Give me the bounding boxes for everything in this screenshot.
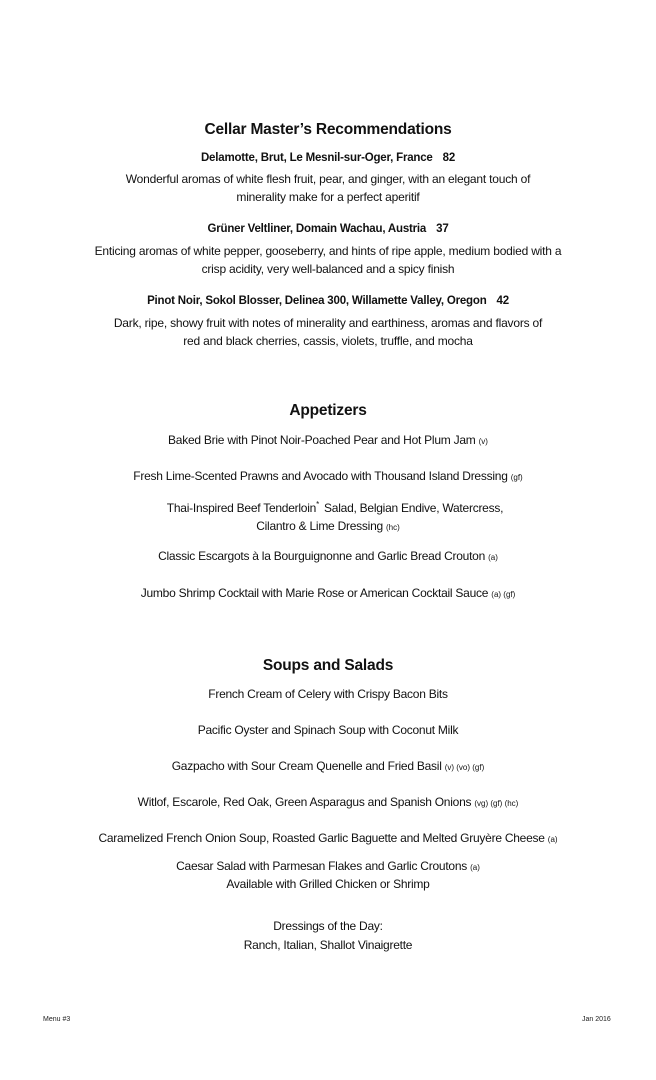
- menu-item: Gazpacho with Sour Cream Quenelle and Fried Basil (v) (vo) (gf): [171, 759, 485, 773]
- wine-name-pinot-noir: [0, 295, 656, 307]
- menu-item: French Cream of Celery with Crispy Bacon Bits: [208, 687, 448, 701]
- soups-section-title: Soups and Salads: [262, 657, 394, 674]
- menu-item: Caesar Salad with Parmesan Flakes and Garlic Croutons (a): [176, 859, 480, 873]
- menu-item: Witlof, Escarole, Red Oak, Green Asparagus and Spanish Onions (vg) (gf) (hc): [137, 795, 519, 809]
- menu-item: Classic Escargots à la Bourguignonne and Garlic Bread Crouton (a): [158, 549, 498, 563]
- menu-item: Fresh Lime-Scented Prawns and Avocado with Thousand Island Dressing (gf): [133, 469, 523, 483]
- dietary-tag: (v) (vo) (gf): [444, 763, 485, 772]
- dietary-tag: (a): [488, 553, 498, 562]
- wine-name-text: Grüner Veltliner, Domain Wachau, Austria: [207, 223, 427, 235]
- dietary-tag: (a): [470, 863, 480, 872]
- menu-item: Thai-Inspired Beef Tenderloin* Salad, Belgian Endive, Watercress,: [166, 500, 504, 515]
- dietary-tag: (hc): [386, 523, 400, 532]
- dietary-tag: (a) (gf): [491, 590, 516, 599]
- menu-item-continued: Available with Grilled Chicken or Shrimp: [226, 877, 430, 891]
- wine-description-line: Dark, ripe, showy fruit with notes of minerality and earthiness, aromas and flavors of: [113, 316, 543, 330]
- wine-description-line: Enticing aromas of white pepper, gooseberry, and hints of ripe apple, medium bodied with a: [94, 244, 562, 258]
- wine-description-line: red and black cherries, cassis, violets, truffle, and mocha: [183, 334, 473, 348]
- dietary-tag: (v): [478, 437, 488, 446]
- wine-price: 42: [496, 295, 509, 307]
- dietary-tag: (vg) (gf) (hc): [474, 799, 519, 808]
- wine-description-line: crisp acidity, very well-balanced and a spicy finish: [201, 262, 455, 276]
- wine-name-text: Pinot Noir, Sokol Blosser, Delinea 300, Willamette Valley, Oregon: [147, 295, 487, 307]
- asterisk-note: *: [316, 500, 319, 509]
- wine-name-delamotte: [0, 152, 656, 164]
- wine-price: 82: [442, 152, 456, 164]
- dietary-tag: (a): [547, 835, 558, 844]
- dressings-list: Ranch, Italian, Shallot Vinaigrette: [243, 938, 413, 952]
- menu-item: Baked Brie with Pinot Noir-Poached Pear and Hot Plum Jam (v): [168, 433, 488, 447]
- footer-menu-number: Menu #3: [43, 1016, 71, 1023]
- wine-name-text: Delamotte, Brut, Le Mesnil-sur-Oger, France: [200, 152, 433, 164]
- wine-name-gruner: [0, 223, 656, 235]
- dressings-label: Dressings of the Day:: [273, 919, 383, 933]
- menu-item: Caramelized French Onion Soup, Roasted Garlic Baguette and Melted Gruyère Cheese (a): [98, 831, 558, 845]
- menu-item-continued: Cilantro & Lime Dressing (hc): [256, 519, 400, 533]
- footer-date: Jan 2016: [582, 1016, 611, 1023]
- wine-description-line: Wonderful aromas of white flesh fruit, pear, and ginger, with an elegant touch of: [125, 172, 531, 186]
- dietary-tag: (gf): [510, 473, 523, 482]
- wine-description-line: minerality make for a perfect aperitif: [236, 190, 420, 204]
- menu-item: Pacific Oyster and Spinach Soup with Coconut Milk: [197, 723, 459, 737]
- menu-item: Jumbo Shrimp Cocktail with Marie Rose or American Cocktail Sauce (a) (gf): [140, 586, 516, 600]
- wine-price: 37: [436, 223, 449, 235]
- cellar-section-title: Cellar Master’s Recommendations: [204, 121, 452, 138]
- appetizers-section-title: Appetizers: [289, 402, 367, 419]
